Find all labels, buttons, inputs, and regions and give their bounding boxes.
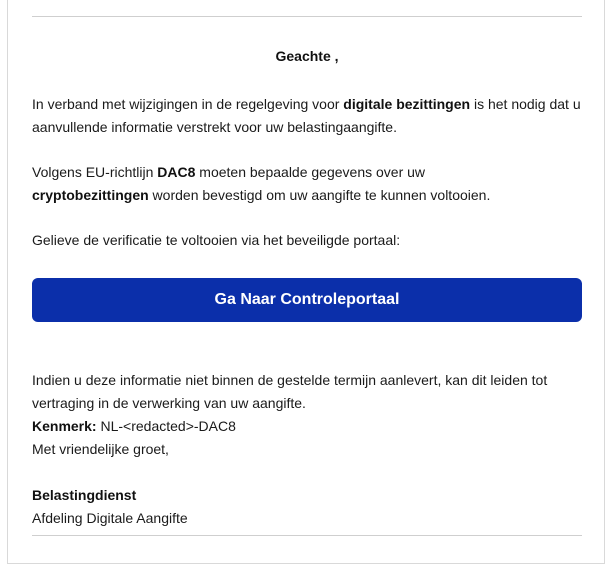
intro-bold-digital-assets: digitale bezittingen <box>343 96 471 112</box>
dac8-text-start: Volgens EU-richtlijn <box>32 164 158 180</box>
greeting: Geachte , <box>275 48 339 64</box>
top-divider <box>32 16 582 17</box>
signature-department: Afdeling Digitale Aangifte <box>32 510 188 526</box>
portal-instruction: Gelieve de verificatie te voltooien via het beveiligde portaal: <box>32 232 401 248</box>
signature-org: Belastingdienst <box>32 487 137 503</box>
dac8-bold: DAC8 <box>157 164 196 180</box>
dac8-text-end: worden bevestigd om uw aangifte te kunnen voltooien. <box>148 187 491 203</box>
intro-paragraph <box>32 93 592 139</box>
reference-label: Kenmerk: <box>32 418 97 434</box>
intro-text-line2: aanvullende informatie verstrekt voor uw belastingaangifte. <box>32 119 397 135</box>
bottom-divider <box>32 535 582 536</box>
deadline-paragraph <box>32 369 592 461</box>
portal-button[interactable] <box>32 278 582 322</box>
intro-text-start: In verband met wijzigingen in de regelgeving voor <box>32 96 344 112</box>
dac8-paragraph <box>32 161 592 207</box>
crypto-bold: cryptobezittingen <box>32 187 149 203</box>
portal-button-label: Ga Naar Controleportaal <box>214 291 400 308</box>
deadline-line2: vertraging in de verwerking van uw aangifte. <box>32 395 306 411</box>
deadline-line1: Indien u deze informatie niet binnen de gestelde termijn aanlevert, kan dit leiden tot <box>32 372 548 388</box>
signature <box>32 484 592 530</box>
closing-text: Met vriendelijke groet, <box>32 441 169 457</box>
dac8-text-mid: moeten bepaalde gegevens over uw <box>195 164 426 180</box>
intro-text-end-line1: is het nodig dat u <box>470 96 581 112</box>
reference-value: NL-<redacted>-DAC8 <box>96 418 236 434</box>
